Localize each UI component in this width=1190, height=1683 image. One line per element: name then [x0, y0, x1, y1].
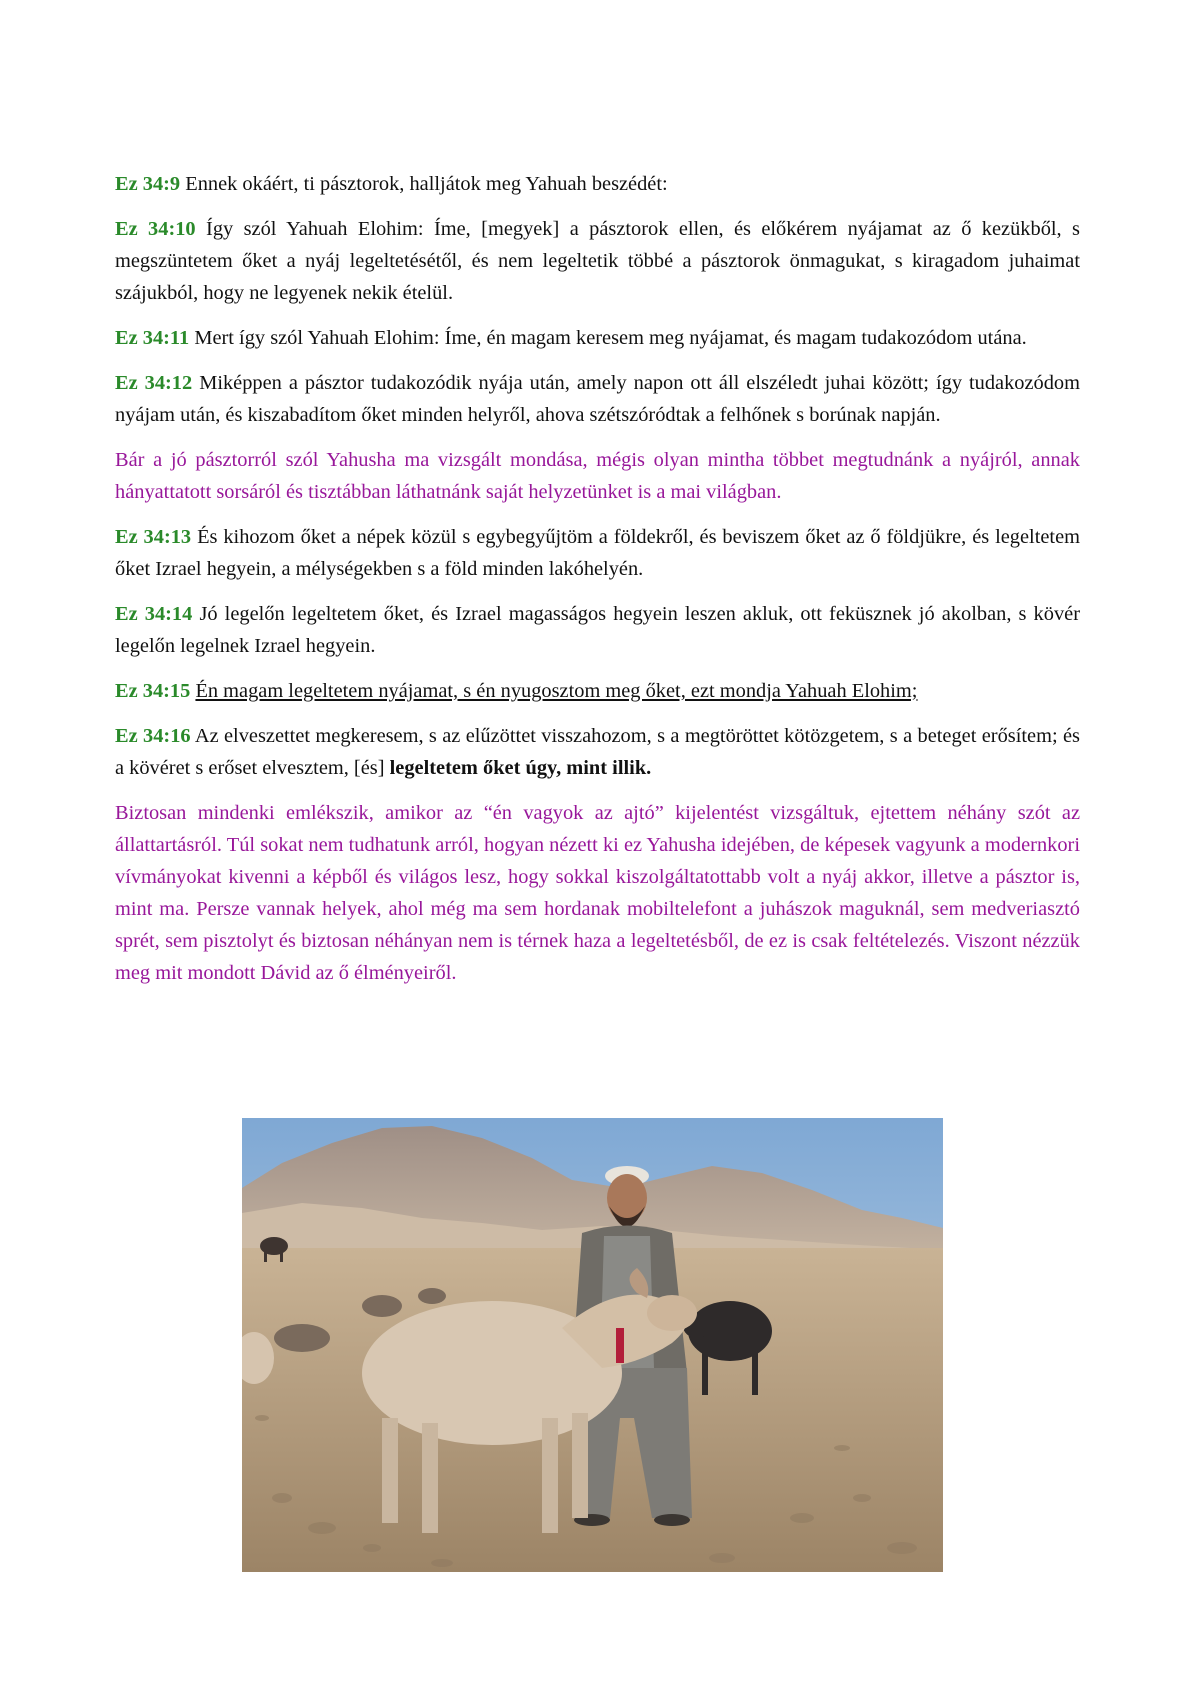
verse-34-13 — [115, 521, 1080, 585]
verse-text: És kihozom őket a népek közül s egybegyűjtöm a földekről, és beviszem őket az ő földjükre, és legeltetem őket Izrael hegyein, a mélységekben s a föld minden lakóhelyén. — [115, 526, 1081, 580]
verse-text: Mert így szól Yahuah Elohim: Íme, én magam keresem meg nyájamat, és magam tudakozódom utána. — [194, 327, 1027, 349]
verse-ref: Ez 34:16 — [115, 725, 191, 747]
verse-ref: Ez 34:11 — [115, 327, 190, 349]
verse-34-16 — [115, 720, 1080, 784]
verse-text: Így szól Yahuah Elohim: Íme, [megyek] a pásztorok ellen, és előkérem nyájamat az ő kezükből, s megszüntetem őket a nyáj legeltetésétől, és nem legeltetik többé a pásztorok önmagukat, s kiragadom juhaimat szájukból, hogy ne legyenek nekik ételül. — [115, 218, 1080, 304]
verse-ref: Ez 34:12 — [115, 372, 193, 394]
verse-34-15 — [115, 675, 1080, 707]
verse-text: Ennek okáért, ti pásztorok, halljátok meg Yahuah beszédét: — [185, 173, 668, 195]
commentary-paragraph: Biztosan mindenki emlékszik, amikor az “én vagyok az ajtó” kijelentést vizsgáltuk, ejtettem néhány szót az állattartásról. Túl sokat nem tudhatunk arról, hogyan nézett ki ez Yahusha idejében, de képesek vagyunk a modernkori vívmányokat kivenni a képből és világos lesz, hogy sokkal kiszolgáltatottabb volt a nyáj akkor, illetve a pásztor is, mint ma. Persze vannak helyek, ahol még ma sem hordanak mobiltelefont a juhászok maguknál, sem medveriasztó sprét, sem pisztolyt és biztosan néhányan nem is térnek haza a legeltetésből, de ez is csak feltételezés. Viszont nézzük meg mit mondott Dávid az ő élményeiről. — [115, 802, 1080, 984]
verse-text: Miképpen a pásztor tudakozódik nyája után, amely napon ott áll elszéledt juhai között; így tudakozódom nyájam után, és kiszabadítom őket minden helyről, ahova szétszóródtak a felhőnek s borúnak napján. — [115, 372, 1080, 426]
verse-ref: Ez 34:14 — [115, 603, 193, 625]
verse-ref: Ez 34:9 — [115, 173, 181, 195]
shepherd-photo — [242, 1118, 943, 1572]
verse-ref: Ez 34:13 — [115, 526, 192, 548]
verse-text: Jó legelőn legeltetem őket, és Izrael magasságos hegyein leszen akluk, ott feküsznek jó akolban, s kövér legelőn legelnek Izrael hegyein. — [115, 603, 1080, 657]
commentary-paragraph: Bár a jó pásztorról szól Yahusha ma vizsgált mondása, mégis olyan mintha többet megtudnánk a nyájról, annak hányattatott sorsáról és tisztábban láthatnánk saját helyzetünket is a mai világban. — [115, 449, 1080, 503]
verse-34-12 — [115, 367, 1080, 431]
document-page — [115, 168, 1080, 1002]
verse-emphasis: legeltetem őket úgy, mint illik. — [389, 757, 652, 779]
verse-text: Én magam legeltetem nyájamat, s én nyugosztom meg őket, ezt mondja Yahuah Elohim; — [195, 680, 918, 702]
verse-ref: Ez 34:15 — [115, 680, 191, 702]
verse-34-14 — [115, 598, 1080, 662]
verse-34-11 — [115, 322, 1080, 354]
verse-ref: Ez 34:10 — [115, 218, 196, 240]
verse-text: Az elveszettet megkeresem, s az elűzöttet visszahozom, s a megtöröttet kötözgetem, s a beteget erősítem; és a kövéret s erőset elvesztem, [és] — [115, 725, 1080, 779]
verse-34-9 — [115, 168, 1080, 200]
verse-34-10 — [115, 213, 1080, 309]
